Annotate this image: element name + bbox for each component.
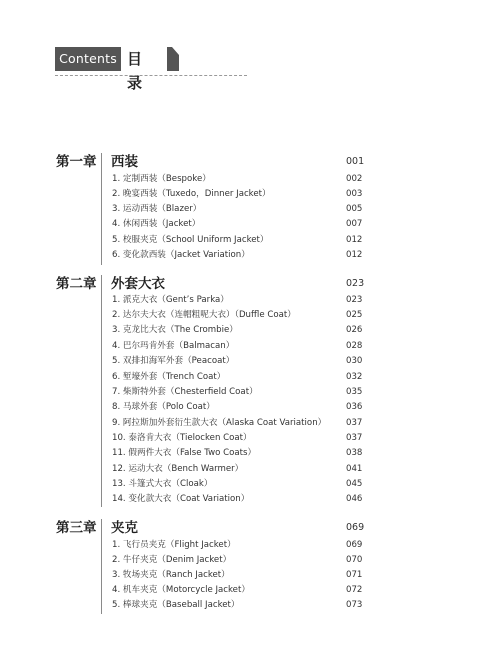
toc-entry[interactable]: 13. 斗篷式大衣（Cloak） xyxy=(112,479,213,489)
header-divider xyxy=(55,75,247,76)
chapter-divider xyxy=(101,153,102,265)
toc-entry-page: 046 xyxy=(346,494,363,504)
toc-entry[interactable]: 4. 巴尔玛肯外套（Balmacan） xyxy=(112,341,235,351)
toc-entry-page: 037 xyxy=(346,418,363,428)
chapter-page: 001 xyxy=(346,156,365,167)
toc-entry-page: 072 xyxy=(346,585,363,595)
toc-entry[interactable]: 8. 马球外套（Polo Coat） xyxy=(112,402,215,412)
toc-entry-page: 007 xyxy=(346,219,363,229)
toc-entry[interactable]: 1. 派克大衣（Gent’s Parka） xyxy=(112,295,229,305)
toc-entry-page: 069 xyxy=(346,540,363,550)
chapter-number: 第三章 xyxy=(56,520,97,536)
toc-entry-page: 026 xyxy=(346,325,363,335)
toc-entry[interactable]: 9. 阿拉斯加外套衍生款大衣（Alaska Coat Variation） xyxy=(112,418,327,428)
toc-entry-page: 030 xyxy=(346,356,363,366)
toc-entry-page: 028 xyxy=(346,341,363,351)
toc-entry-page: 003 xyxy=(346,189,363,199)
toc-entry[interactable]: 6. 变化款西装（Jacket Variation） xyxy=(112,250,250,260)
toc-entry[interactable]: 4. 机车夹克（Motorcycle Jacket） xyxy=(112,585,250,595)
toc-entry-page: 038 xyxy=(346,448,363,458)
toc-entry-page: 035 xyxy=(346,387,363,397)
toc-entry[interactable]: 5. 校服夹克（School Uniform Jacket） xyxy=(112,235,269,245)
toc-entry-page: 070 xyxy=(346,555,363,565)
page-title: 目录 xyxy=(127,50,143,92)
chapter-page: 069 xyxy=(346,522,365,533)
toc-entry[interactable]: 2. 牛仔夹克（Denim Jacket） xyxy=(112,555,232,565)
toc-entry-page: 036 xyxy=(346,402,363,412)
toc-entry[interactable]: 5. 双排扣海军外套（Peacoat） xyxy=(112,356,235,366)
toc-entry-page: 037 xyxy=(346,433,363,443)
toc-entry-page: 032 xyxy=(346,372,363,382)
toc-entry[interactable]: 3. 运动西装（Blazer） xyxy=(112,204,202,214)
contents-label: Contents xyxy=(55,47,121,71)
toc-entry[interactable]: 11. 假两件大衣（False Two Coats） xyxy=(112,448,257,458)
toc-entry-page: 012 xyxy=(346,250,363,260)
chapter-number: 第一章 xyxy=(56,154,97,170)
chapter-title: 外套大衣 xyxy=(111,276,165,292)
toc-entry[interactable]: 7. 柴斯特外套（Chesterfield Coat） xyxy=(112,387,258,397)
toc-entry[interactable]: 1. 飞行员夹克（Flight Jacket） xyxy=(112,540,236,550)
toc-entry[interactable]: 2. 晚宴西装（Tuxedo，Dinner Jacket） xyxy=(112,189,271,199)
toc-entry-page: 041 xyxy=(346,464,363,474)
toc-entry[interactable]: 2. 达尔夫大衣（连帽粗呢大衣）（Duffle Coat） xyxy=(112,310,296,320)
toc-entry[interactable]: 6. 堑壕外套（Trench Coat） xyxy=(112,372,226,382)
chapter-number: 第二章 xyxy=(56,276,97,292)
toc-entry-page: 002 xyxy=(346,174,363,184)
toc-entry-page: 005 xyxy=(346,204,363,214)
toc-entry-page: 023 xyxy=(346,295,363,305)
toc-entry[interactable]: 3. 牧场夹克（Ranch Jacket） xyxy=(112,570,230,580)
tab-decoration xyxy=(167,47,179,71)
toc-entry[interactable]: 4. 休闲西装（Jacket） xyxy=(112,219,201,229)
toc-entry-page: 045 xyxy=(346,479,363,489)
chapter-page: 023 xyxy=(346,278,365,289)
toc-entry[interactable]: 12. 运动大衣（Bench Warmer） xyxy=(112,464,244,474)
toc-entry[interactable]: 5. 棒球夹克（Baseball Jacket） xyxy=(112,600,240,610)
toc-entry-page: 073 xyxy=(346,600,363,610)
chapter-title: 西装 xyxy=(111,154,138,170)
chapter-divider xyxy=(101,519,102,614)
toc-entry[interactable]: 14. 变化款大衣（Coat Variation） xyxy=(112,494,250,504)
chapter-title: 夹克 xyxy=(111,520,138,536)
chapter-divider xyxy=(101,275,102,507)
toc-entry-page: 071 xyxy=(346,570,363,580)
toc-entry-page: 025 xyxy=(346,310,363,320)
toc-entry[interactable]: 10. 泰洛肯大衣（Tielocken Coat） xyxy=(112,433,252,443)
toc-entry[interactable]: 3. 克龙比大衣（The Crombie） xyxy=(112,325,238,335)
toc-entry[interactable]: 1. 定制西装（Bespoke） xyxy=(112,174,211,184)
toc-entry-page: 012 xyxy=(346,235,363,245)
